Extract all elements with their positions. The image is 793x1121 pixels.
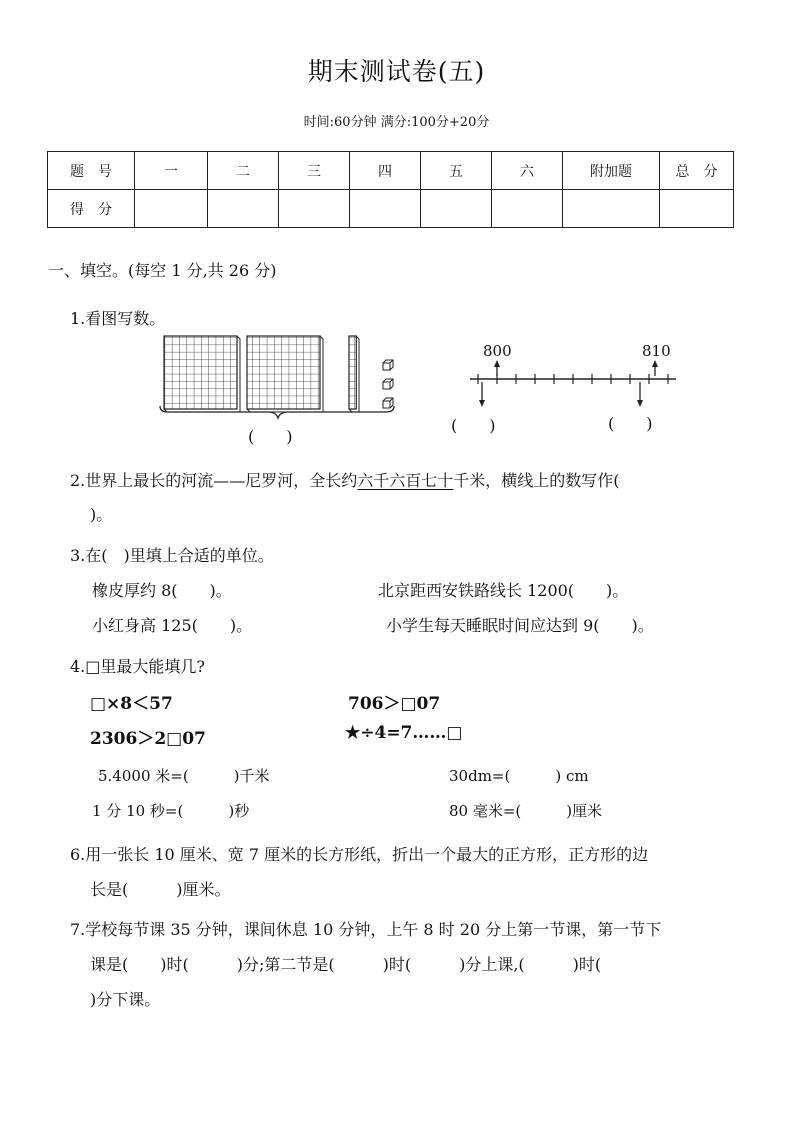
question-7-line1: 7.学校每节课 35 分钟，课间休息 10 分钟，上午 8 时 20 分上第一节课，第一节下: [70, 920, 662, 939]
up-arrow-810: [652, 360, 658, 376]
number-line: [466, 360, 681, 410]
question-5a: 5.4000 米=( )千米: [98, 767, 270, 785]
score-header-cell: 三: [279, 152, 350, 190]
up-arrow-800: [494, 360, 500, 376]
page-title: 期末测试卷(五): [307, 57, 486, 86]
question-1-text: 1.看图写数。: [70, 309, 166, 328]
question-3c: 小红身高 125( )。: [92, 616, 253, 635]
question-2-text: [70, 468, 620, 491]
question-3a: 橡皮厚约 8( )。: [92, 581, 232, 600]
score-header-cell: 题 号: [48, 152, 135, 190]
question-4c: 2306＞2□07: [90, 729, 206, 749]
score-header-cell: 五: [421, 152, 492, 190]
question-3b: 北京距西安铁路线长 1200( )。: [378, 581, 629, 600]
question-7-line3: )分下课。: [90, 990, 161, 1009]
question-5b: 30dm=( ) cm: [449, 767, 589, 785]
score-input-cell[interactable]: [563, 190, 660, 228]
answer-paren-blocks[interactable]: ( ): [248, 427, 293, 446]
score-input-cell[interactable]: [492, 190, 563, 228]
question-4a: □×8＜57: [90, 694, 173, 714]
down-arrow-left: [479, 382, 485, 407]
question-3d: 小学生每天睡眠时间应达到 9( )。: [386, 616, 654, 635]
hundred-block-2: [247, 336, 323, 412]
question-2-after: 千米，横线上的数写作(: [453, 471, 620, 490]
score-header-cell: 一: [135, 152, 208, 190]
score-table-score-row: [48, 190, 734, 228]
score-header-cell: 附加题: [563, 152, 660, 190]
question-2-before: 2.世界上最长的河流——尼罗河，全长约: [70, 471, 358, 490]
score-header-cell: 四: [350, 152, 421, 190]
numberline-label-800: 800: [483, 342, 512, 360]
score-input-cell[interactable]: [660, 190, 734, 228]
hundred-block-1: [164, 336, 240, 412]
score-input-cell[interactable]: [208, 190, 279, 228]
score-input-cell[interactable]: [421, 190, 492, 228]
numberline-label-810: 810: [642, 342, 671, 360]
question-6-line2: 长是( )厘米。: [90, 880, 231, 899]
score-header-cell: 二: [208, 152, 279, 190]
question-3-text: 3.在( )里填上合适的单位。: [70, 546, 274, 565]
score-input-cell[interactable]: [350, 190, 421, 228]
question-5d: 80 毫米=( )厘米: [449, 802, 603, 820]
question-4-text: 4.□里最大能填几?: [70, 657, 205, 676]
question-7-line2: 课是( )时( )分;第二节是( )时( )分上课,( )时(: [90, 955, 602, 974]
answer-paren-numberline-right[interactable]: ( ): [608, 414, 653, 433]
question-2-line2: )。: [90, 505, 113, 524]
ten-rod: [349, 336, 359, 412]
question-4b: 706＞□07: [348, 694, 441, 714]
score-row-label: 得 分: [48, 190, 135, 228]
exam-time-info: 时间:60分钟 满分:100分+20分: [303, 115, 490, 130]
question-5c: 1 分 10 秒=( )秒: [92, 802, 250, 820]
down-arrow-right: [637, 382, 643, 407]
section-heading: 一、填空。(每空 1 分,共 26 分): [48, 261, 277, 280]
score-table: [47, 151, 734, 228]
question-4d: ★÷4=7……□: [345, 723, 463, 743]
question-6-line1: 6.用一张长 10 厘米、宽 7 厘米的长方形纸，折出一个最大的正方形，正方形的边: [70, 845, 649, 864]
score-input-cell[interactable]: [279, 190, 350, 228]
answer-paren-numberline-left[interactable]: ( ): [451, 416, 496, 435]
unit-cubes: [383, 360, 393, 408]
score-header-cell: 总 分: [660, 152, 734, 190]
score-header-cell: 六: [492, 152, 563, 190]
score-table-header-row: [48, 152, 734, 190]
score-input-cell[interactable]: [135, 190, 208, 228]
question-2-underlined-number: 六千六百七十: [357, 471, 454, 490]
